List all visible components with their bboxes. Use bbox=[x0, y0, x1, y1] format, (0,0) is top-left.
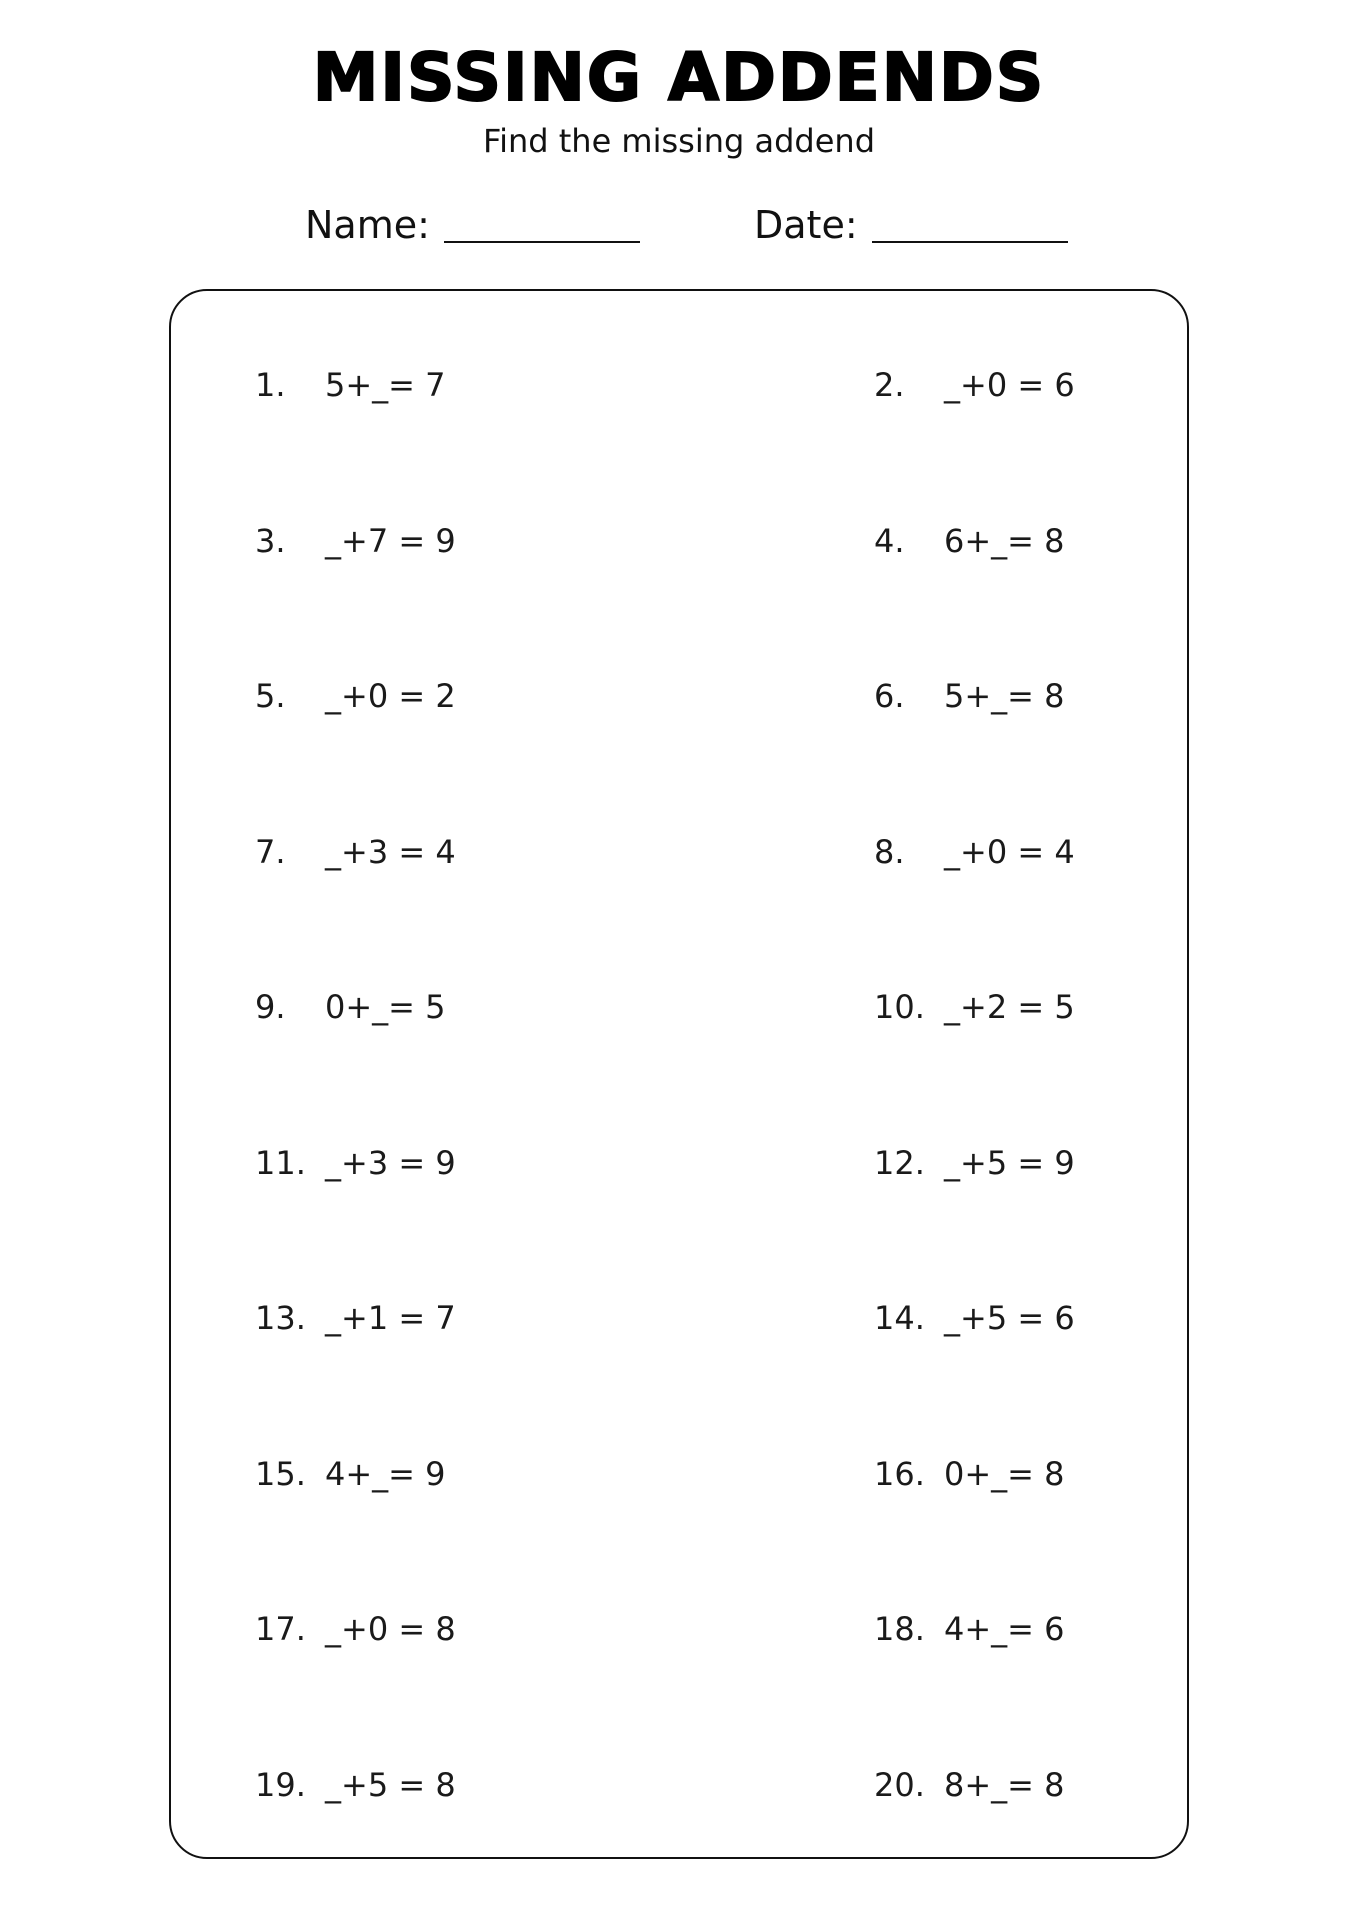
problem-number: 17. bbox=[255, 1610, 306, 1648]
name-field bbox=[305, 203, 640, 249]
problem-number: 13. bbox=[255, 1299, 306, 1337]
problem-item bbox=[874, 366, 1075, 404]
date-field bbox=[754, 203, 1068, 249]
problem-item bbox=[255, 366, 446, 404]
problems-box bbox=[169, 289, 1189, 1859]
problem-item bbox=[874, 832, 1075, 871]
page-subtitle: Find the missing addend bbox=[483, 122, 875, 160]
problem-item bbox=[255, 1299, 456, 1337]
date-blank-line[interactable] bbox=[872, 241, 1068, 243]
problem-equation[interactable]: _+0 = 8 bbox=[325, 1610, 456, 1648]
problem-item bbox=[255, 677, 456, 715]
problem-equation[interactable]: _+0 = 4 bbox=[944, 832, 1075, 871]
problem-item bbox=[874, 1454, 1065, 1493]
problem-number: 14. bbox=[874, 1299, 925, 1337]
problem-number: 18. bbox=[874, 1610, 925, 1648]
name-label: Name: bbox=[305, 203, 430, 247]
problem-item bbox=[874, 677, 1065, 715]
problem-item bbox=[255, 988, 446, 1026]
problem-equation[interactable]: _+0 = 2 bbox=[325, 677, 456, 715]
problem-item bbox=[255, 1610, 456, 1648]
problem-number: 19. bbox=[255, 1765, 306, 1804]
problem-item bbox=[255, 832, 456, 871]
problem-equation[interactable]: 5+_= 7 bbox=[325, 366, 446, 404]
problem-equation[interactable]: 6+_= 8 bbox=[944, 521, 1065, 560]
problem-item bbox=[874, 1610, 1065, 1648]
problem-equation[interactable]: _+1 = 7 bbox=[325, 1299, 456, 1337]
date-label: Date: bbox=[754, 203, 858, 247]
problem-number: 8. bbox=[874, 832, 905, 871]
problem-equation[interactable]: _+3 = 4 bbox=[325, 832, 456, 871]
problem-number: 11. bbox=[255, 1143, 306, 1182]
problem-number: 16. bbox=[874, 1454, 925, 1493]
problem-number: 3. bbox=[255, 521, 286, 560]
problem-number: 1. bbox=[255, 366, 286, 404]
problem-equation[interactable]: 0+_= 5 bbox=[325, 988, 446, 1026]
problem-equation[interactable]: 4+_= 9 bbox=[325, 1454, 446, 1493]
problem-number: 7. bbox=[255, 832, 286, 871]
problem-item bbox=[874, 521, 1065, 560]
problem-number: 9. bbox=[255, 988, 286, 1026]
problem-number: 5. bbox=[255, 677, 286, 715]
problem-equation[interactable]: 4+_= 6 bbox=[944, 1610, 1065, 1648]
problem-item bbox=[874, 1143, 1075, 1182]
name-blank-line[interactable] bbox=[444, 241, 640, 243]
problem-equation[interactable]: _+2 = 5 bbox=[944, 988, 1075, 1026]
problem-number: 10. bbox=[874, 988, 925, 1026]
problem-equation[interactable]: _+5 = 8 bbox=[325, 1765, 456, 1804]
problem-equation[interactable]: _+5 = 9 bbox=[944, 1143, 1075, 1182]
problem-item bbox=[874, 988, 1075, 1026]
problem-number: 12. bbox=[874, 1143, 925, 1182]
problem-number: 2. bbox=[874, 366, 905, 404]
problem-equation[interactable]: _+7 = 9 bbox=[325, 521, 456, 560]
problem-equation[interactable]: 0+_= 8 bbox=[944, 1454, 1065, 1493]
problem-item bbox=[874, 1299, 1075, 1337]
problem-item bbox=[255, 1765, 456, 1804]
problem-number: 20. bbox=[874, 1765, 925, 1804]
problem-item bbox=[255, 521, 456, 560]
problem-item bbox=[874, 1765, 1065, 1804]
problem-equation[interactable]: _+5 = 6 bbox=[944, 1299, 1075, 1337]
problem-number: 15. bbox=[255, 1454, 306, 1493]
problem-item bbox=[255, 1143, 456, 1182]
problem-item bbox=[255, 1454, 446, 1493]
page-title: MISSING ADDENDS bbox=[312, 39, 1046, 116]
problem-number: 4. bbox=[874, 521, 905, 560]
problem-equation[interactable]: _+0 = 6 bbox=[944, 366, 1075, 404]
problem-number: 6. bbox=[874, 677, 905, 715]
problems-grid bbox=[171, 291, 1187, 1857]
problem-equation[interactable]: 8+_= 8 bbox=[944, 1765, 1065, 1804]
problem-equation[interactable]: _+3 = 9 bbox=[325, 1143, 456, 1182]
problem-equation[interactable]: 5+_= 8 bbox=[944, 677, 1065, 715]
